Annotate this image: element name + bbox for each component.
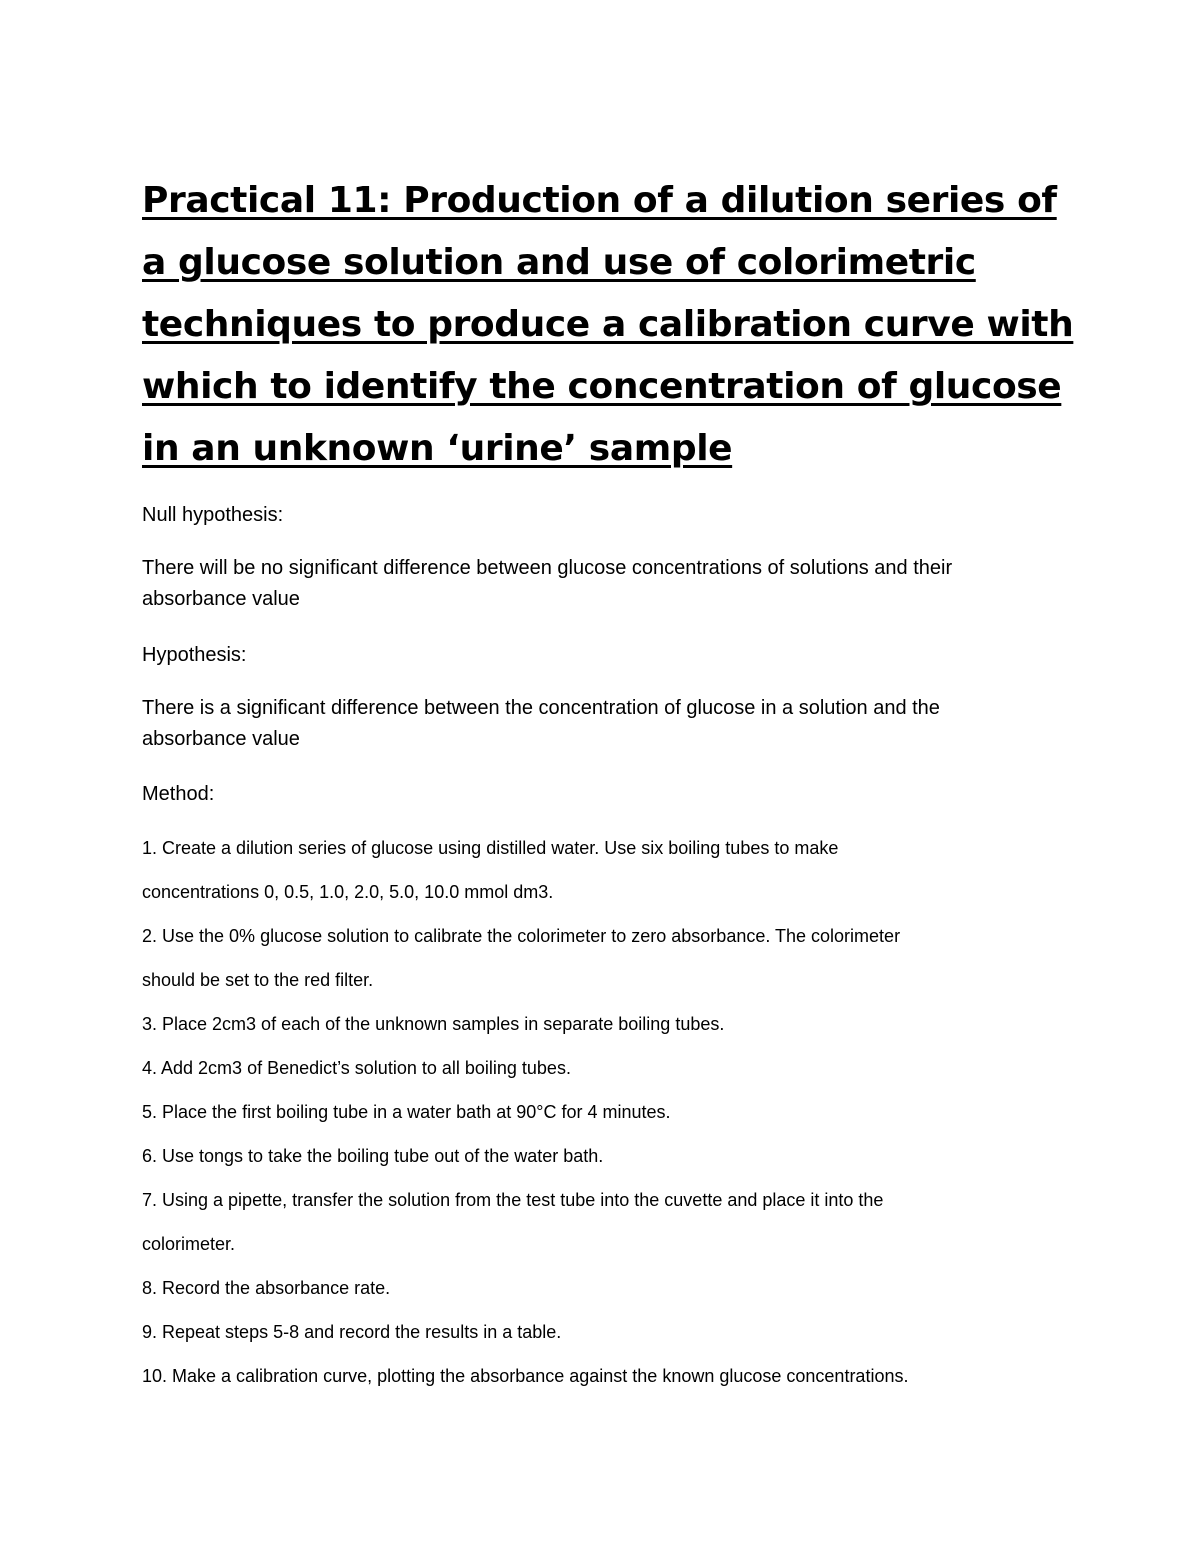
hypothesis-label: Hypothesis: [142,644,247,666]
document-title [142,170,1072,480]
method-step: 3. Place 2cm3 of each of the unknown samples in separate boiling tubes. [142,1014,725,1034]
title-line: in an unknown ‘urine’ sample [142,428,733,469]
title-line: Practical 11: Production of a dilution series of [142,180,1057,221]
null-hypothesis-text: absorbance value [142,588,300,610]
method-label: Method: [142,783,215,805]
method-step: 5. Place the first boiling tube in a water bath at 90°C for 4 minutes. [142,1102,671,1122]
hypothesis-text: absorbance value [142,728,300,750]
method-step: 6. Use tongs to take the boiling tube out of the water bath. [142,1146,604,1166]
null-hypothesis-label: Null hypothesis: [142,504,284,526]
hypothesis-text: There is a significant difference between the concentration of glucose in a solution and the [142,697,940,719]
method-step: 4. Add 2cm3 of Benedict’s solution to all boiling tubes. [142,1058,571,1078]
null-hypothesis-text: There will be no significant difference between glucose concentrations of solutions and their [142,557,953,579]
method-step: colorimeter. [142,1234,236,1254]
method-step: should be set to the red filter. [142,970,374,990]
method-step: 9. Repeat steps 5-8 and record the results in a table. [142,1322,562,1342]
title-line: techniques to produce a calibration curve with [142,304,1074,345]
method-step: 8. Record the absorbance rate. [142,1278,391,1298]
method-step: concentrations 0, 0.5, 1.0, 2.0, 5.0, 10.0 mmol dm3. [142,882,554,902]
title-line: a glucose solution and use of colorimetric [142,242,976,283]
method-step: 2. Use the 0% glucose solution to calibrate the colorimeter to zero absorbance. The colorimeter [142,926,901,946]
title-line: which to identify the concentration of glucose [142,366,1062,407]
method-step: 1. Create a dilution series of glucose using distilled water. Use six boiling tubes to make [142,838,839,858]
method-step: 7. Using a pipette, transfer the solution from the test tube into the cuvette and place it into the [142,1190,884,1210]
method-step: 10. Make a calibration curve, plotting the absorbance against the known glucose concentrations. [142,1366,909,1386]
